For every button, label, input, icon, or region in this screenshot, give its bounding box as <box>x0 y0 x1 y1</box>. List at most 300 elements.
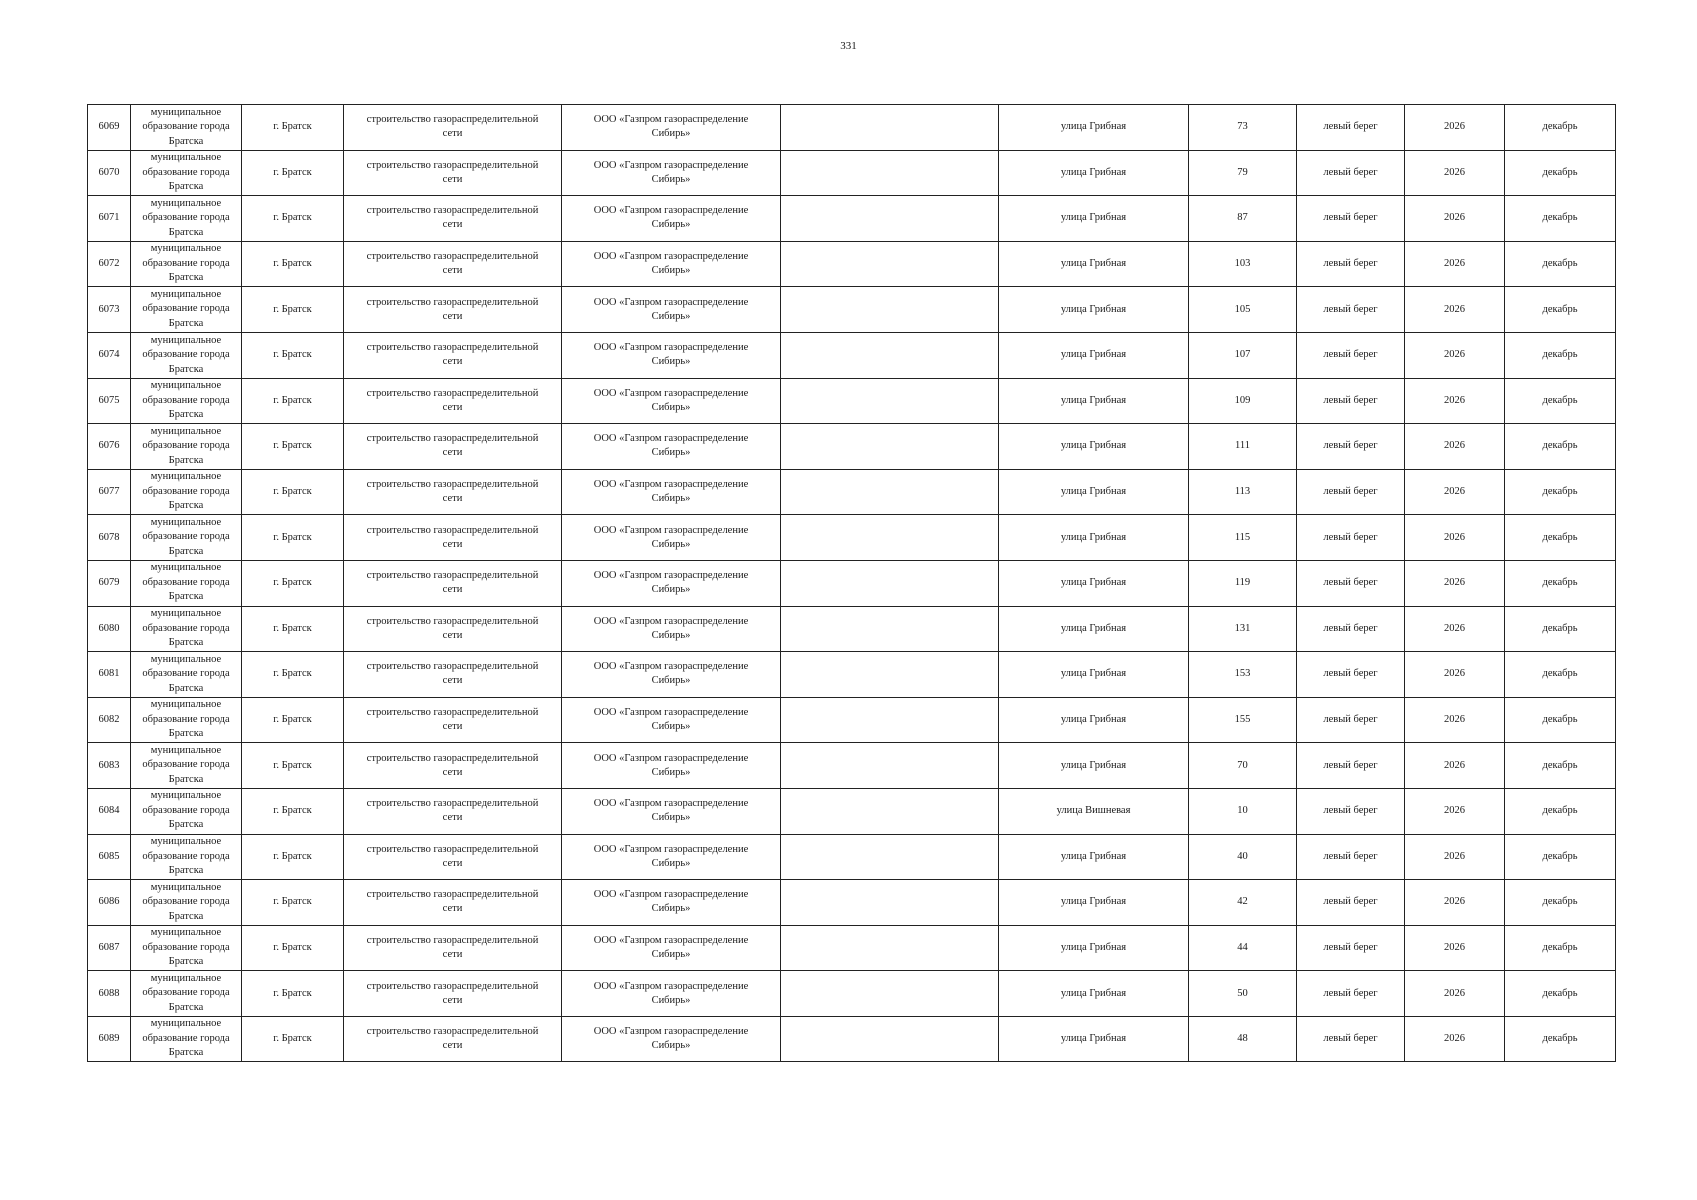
month-cell: декабрь <box>1505 515 1616 561</box>
table-row <box>88 515 1616 561</box>
owner-line: Братска <box>168 637 204 649</box>
row-number-cell: 6089 <box>88 1016 131 1062</box>
organization-line: ООО «Газпром газораспределение <box>593 205 749 217</box>
city-cell: г. Братск <box>242 378 344 424</box>
owner-line: муниципальное <box>150 653 222 665</box>
owner-line: Братска <box>168 454 204 466</box>
work-type-line: сети <box>442 903 463 915</box>
blank-cell <box>781 880 999 926</box>
street-cell: улица Грибная <box>999 697 1189 743</box>
month-cell: декабрь <box>1505 743 1616 789</box>
work-type-cell <box>344 834 562 880</box>
owner-cell <box>131 105 242 151</box>
work-type-line: строительство газораспределительной <box>366 251 539 263</box>
organization-line: Сибирь» <box>651 219 691 231</box>
street-cell: улица Грибная <box>999 971 1189 1017</box>
organization-line: Сибирь» <box>651 447 691 459</box>
year-cell: 2026 <box>1405 332 1505 378</box>
work-type-line: сети <box>442 265 463 277</box>
city-cell: г. Братск <box>242 332 344 378</box>
work-type-line: строительство газораспределительной <box>366 159 539 171</box>
owner-line: образование города <box>142 485 230 497</box>
work-type-line: строительство газораспределительной <box>366 1026 539 1038</box>
owner-line: Братска <box>168 135 204 147</box>
organization-line: ООО «Газпром газораспределение <box>593 114 749 126</box>
city-cell: г. Братск <box>242 424 344 470</box>
city-cell: г. Братск <box>242 606 344 652</box>
district-cell: левый берег <box>1297 560 1405 606</box>
owner-line: образование города <box>142 349 230 361</box>
organization-line: Сибирь» <box>651 584 691 596</box>
owner-cell <box>131 971 242 1017</box>
work-type-line: строительство газораспределительной <box>366 798 539 810</box>
city-cell: г. Братск <box>242 150 344 196</box>
owner-line: муниципальное <box>150 1018 222 1030</box>
organization-line: Сибирь» <box>651 903 691 915</box>
organization-line: Сибирь» <box>651 310 691 322</box>
blank-cell <box>781 150 999 196</box>
owner-cell <box>131 469 242 515</box>
blank-cell <box>781 788 999 834</box>
owner-line: Братска <box>168 317 204 329</box>
row-number-cell: 6079 <box>88 560 131 606</box>
owner-line: муниципальное <box>150 152 222 164</box>
owner-line: образование города <box>142 531 230 543</box>
owner-line: Братска <box>168 819 204 831</box>
district-cell: левый берег <box>1297 241 1405 287</box>
owner-line: муниципальное <box>150 106 222 118</box>
row-number-cell: 6076 <box>88 424 131 470</box>
row-number-cell: 6073 <box>88 287 131 333</box>
year-cell: 2026 <box>1405 1016 1505 1062</box>
owner-line: муниципальное <box>150 744 222 756</box>
owner-line: образование города <box>142 941 230 953</box>
house-number-cell: 79 <box>1189 150 1297 196</box>
year-cell: 2026 <box>1405 834 1505 880</box>
organization-line: Сибирь» <box>651 401 691 413</box>
work-type-line: строительство газораспределительной <box>366 524 539 536</box>
owner-line: муниципальное <box>150 562 222 574</box>
table-row <box>88 105 1616 151</box>
street-cell: улица Грибная <box>999 424 1189 470</box>
owner-cell <box>131 287 242 333</box>
organization-line: ООО «Газпром газораспределение <box>593 387 749 399</box>
district-cell: левый берег <box>1297 743 1405 789</box>
work-type-cell <box>344 287 562 333</box>
organization-line: Сибирь» <box>651 948 691 960</box>
street-cell: улица Грибная <box>999 606 1189 652</box>
year-cell: 2026 <box>1405 378 1505 424</box>
work-type-line: строительство газораспределительной <box>366 615 539 627</box>
owner-line: муниципальное <box>150 288 222 300</box>
district-cell: левый берег <box>1297 287 1405 333</box>
work-type-line: строительство газораспределительной <box>366 296 539 308</box>
organization-cell <box>562 287 781 333</box>
row-number-cell: 6086 <box>88 880 131 926</box>
month-cell: декабрь <box>1505 834 1616 880</box>
organization-cell <box>562 332 781 378</box>
city-cell: г. Братск <box>242 105 344 151</box>
house-number-cell: 70 <box>1189 743 1297 789</box>
table-row <box>88 606 1616 652</box>
district-cell: левый берег <box>1297 834 1405 880</box>
blank-cell <box>781 834 999 880</box>
city-cell: г. Братск <box>242 652 344 698</box>
month-cell: декабрь <box>1505 196 1616 242</box>
organization-line: Сибирь» <box>651 766 691 778</box>
work-type-cell <box>344 150 562 196</box>
owner-line: муниципальное <box>150 699 222 711</box>
month-cell: декабрь <box>1505 424 1616 470</box>
row-number-cell: 6078 <box>88 515 131 561</box>
house-number-cell: 44 <box>1189 925 1297 971</box>
organization-line: ООО «Газпром газораспределение <box>593 159 749 171</box>
owner-line: муниципальное <box>150 334 222 346</box>
street-cell: улица Грибная <box>999 241 1189 287</box>
organization-cell <box>562 469 781 515</box>
district-cell: левый берег <box>1297 788 1405 834</box>
work-type-line: сети <box>442 356 463 368</box>
year-cell: 2026 <box>1405 560 1505 606</box>
owner-line: образование города <box>142 166 230 178</box>
owner-cell <box>131 378 242 424</box>
blank-cell <box>781 560 999 606</box>
blank-cell <box>781 378 999 424</box>
row-number-cell: 6084 <box>88 788 131 834</box>
owner-line: Братска <box>168 910 204 922</box>
owner-line: образование города <box>142 257 230 269</box>
work-type-cell <box>344 1016 562 1062</box>
district-cell: левый берег <box>1297 424 1405 470</box>
work-type-line: сети <box>442 493 463 505</box>
organization-line: Сибирь» <box>651 538 691 550</box>
district-cell: левый берег <box>1297 515 1405 561</box>
table-row <box>88 241 1616 287</box>
work-type-line: строительство газораспределительной <box>366 980 539 992</box>
work-type-cell <box>344 332 562 378</box>
work-type-cell <box>344 241 562 287</box>
owner-cell <box>131 880 242 926</box>
work-type-line: строительство газораспределительной <box>366 707 539 719</box>
organization-line: Сибирь» <box>651 857 691 869</box>
month-cell: декабрь <box>1505 241 1616 287</box>
month-cell: декабрь <box>1505 652 1616 698</box>
organization-line: ООО «Газпром газораспределение <box>593 707 749 719</box>
month-cell: декабрь <box>1505 560 1616 606</box>
work-type-line: сети <box>442 721 463 733</box>
organization-cell <box>562 925 781 971</box>
owner-cell <box>131 515 242 561</box>
blank-cell <box>781 1016 999 1062</box>
organization-cell <box>562 150 781 196</box>
street-cell: улица Грибная <box>999 925 1189 971</box>
work-type-line: сети <box>442 994 463 1006</box>
organization-line: ООО «Газпром газораспределение <box>593 479 749 491</box>
blank-cell <box>781 332 999 378</box>
owner-line: образование города <box>142 394 230 406</box>
row-number-cell: 6082 <box>88 697 131 743</box>
owner-line: образование города <box>142 804 230 816</box>
month-cell: декабрь <box>1505 332 1616 378</box>
district-cell: левый берег <box>1297 378 1405 424</box>
owner-line: муниципальное <box>150 197 222 209</box>
house-number-cell: 109 <box>1189 378 1297 424</box>
blank-cell <box>781 925 999 971</box>
organization-line: Сибирь» <box>651 675 691 687</box>
owner-line: образование города <box>142 121 230 133</box>
owner-cell <box>131 1016 242 1062</box>
work-type-cell <box>344 925 562 971</box>
house-number-cell: 105 <box>1189 287 1297 333</box>
district-cell: левый берег <box>1297 332 1405 378</box>
row-number-cell: 6071 <box>88 196 131 242</box>
street-cell: улица Грибная <box>999 469 1189 515</box>
organization-cell <box>562 105 781 151</box>
organization-cell <box>562 652 781 698</box>
work-type-cell <box>344 880 562 926</box>
owner-line: муниципальное <box>150 608 222 620</box>
city-cell: г. Братск <box>242 788 344 834</box>
organization-cell <box>562 424 781 470</box>
organization-line: ООО «Газпром газораспределение <box>593 661 749 673</box>
blank-cell <box>781 697 999 743</box>
organization-line: ООО «Газпром газораспределение <box>593 934 749 946</box>
work-type-cell <box>344 378 562 424</box>
work-type-line: строительство газораспределительной <box>366 843 539 855</box>
house-number-cell: 111 <box>1189 424 1297 470</box>
row-number-cell: 6074 <box>88 332 131 378</box>
table-row <box>88 196 1616 242</box>
street-cell: улица Вишневая <box>999 788 1189 834</box>
street-cell: улица Грибная <box>999 105 1189 151</box>
table-row <box>88 697 1616 743</box>
owner-line: муниципальное <box>150 927 222 939</box>
owner-line: Братска <box>168 865 204 877</box>
year-cell: 2026 <box>1405 880 1505 926</box>
organization-line: ООО «Газпром газораспределение <box>593 296 749 308</box>
city-cell: г. Братск <box>242 241 344 287</box>
blank-cell <box>781 424 999 470</box>
owner-cell <box>131 652 242 698</box>
street-cell: улица Грибная <box>999 332 1189 378</box>
organization-line: Сибирь» <box>651 265 691 277</box>
street-cell: улица Грибная <box>999 378 1189 424</box>
organization-line: ООО «Газпром газораспределение <box>593 980 749 992</box>
work-type-line: сети <box>442 948 463 960</box>
work-type-line: сети <box>442 629 463 641</box>
organization-line: Сибирь» <box>651 629 691 641</box>
owner-line: муниципальное <box>150 790 222 802</box>
city-cell: г. Братск <box>242 971 344 1017</box>
table-row <box>88 332 1616 378</box>
work-type-line: сети <box>442 401 463 413</box>
organization-cell <box>562 834 781 880</box>
table-row <box>88 743 1616 789</box>
organization-line: ООО «Газпром газораспределение <box>593 889 749 901</box>
page-number: 331 <box>840 40 857 52</box>
row-number-cell: 6087 <box>88 925 131 971</box>
owner-cell <box>131 788 242 834</box>
owner-line: Братска <box>168 1047 204 1059</box>
organization-line: ООО «Газпром газораспределение <box>593 570 749 582</box>
organization-line: ООО «Газпром газораспределение <box>593 251 749 263</box>
blank-cell <box>781 652 999 698</box>
owner-line: Братска <box>168 545 204 557</box>
owner-cell <box>131 424 242 470</box>
owner-line: Братска <box>168 682 204 694</box>
street-cell: улица Грибная <box>999 150 1189 196</box>
owner-cell <box>131 925 242 971</box>
owner-line: муниципальное <box>150 471 222 483</box>
work-type-line: строительство газораспределительной <box>366 934 539 946</box>
city-cell: г. Братск <box>242 834 344 880</box>
city-cell: г. Братск <box>242 469 344 515</box>
street-cell: улица Грибная <box>999 880 1189 926</box>
owner-line: Братска <box>168 956 204 968</box>
month-cell: декабрь <box>1505 880 1616 926</box>
house-number-cell: 87 <box>1189 196 1297 242</box>
table-row <box>88 971 1616 1017</box>
organization-cell <box>562 697 781 743</box>
work-type-line: сети <box>442 128 463 140</box>
owner-cell <box>131 196 242 242</box>
owner-line: муниципальное <box>150 380 222 392</box>
work-type-line: сети <box>442 766 463 778</box>
owner-line: образование города <box>142 1032 230 1044</box>
street-cell: улица Грибная <box>999 743 1189 789</box>
organization-line: Сибирь» <box>651 1040 691 1052</box>
year-cell: 2026 <box>1405 515 1505 561</box>
organization-line: Сибирь» <box>651 356 691 368</box>
city-cell: г. Братск <box>242 560 344 606</box>
district-cell: левый берег <box>1297 105 1405 151</box>
owner-line: образование города <box>142 896 230 908</box>
city-cell: г. Братск <box>242 1016 344 1062</box>
owner-line: образование города <box>142 622 230 634</box>
organization-line: ООО «Газпром газораспределение <box>593 798 749 810</box>
month-cell: декабрь <box>1505 788 1616 834</box>
blank-cell <box>781 515 999 561</box>
street-cell: улица Грибная <box>999 1016 1189 1062</box>
document-table-wrapper <box>87 104 1616 1062</box>
work-type-line: строительство газораспределительной <box>366 570 539 582</box>
year-cell: 2026 <box>1405 925 1505 971</box>
organization-line: Сибирь» <box>651 493 691 505</box>
organization-line: Сибирь» <box>651 128 691 140</box>
owner-line: Братска <box>168 226 204 238</box>
year-cell: 2026 <box>1405 150 1505 196</box>
blank-cell <box>781 196 999 242</box>
owner-line: муниципальное <box>150 836 222 848</box>
work-type-cell <box>344 743 562 789</box>
owner-cell <box>131 743 242 789</box>
month-cell: декабрь <box>1505 925 1616 971</box>
house-number-cell: 40 <box>1189 834 1297 880</box>
district-cell: левый берег <box>1297 925 1405 971</box>
work-type-cell <box>344 424 562 470</box>
year-cell: 2026 <box>1405 652 1505 698</box>
month-cell: декабрь <box>1505 105 1616 151</box>
work-type-cell <box>344 606 562 652</box>
city-cell: г. Братск <box>242 287 344 333</box>
street-cell: улица Грибная <box>999 834 1189 880</box>
owner-line: образование города <box>142 212 230 224</box>
district-cell: левый берег <box>1297 469 1405 515</box>
row-number-cell: 6080 <box>88 606 131 652</box>
row-number-cell: 6081 <box>88 652 131 698</box>
row-number-cell: 6085 <box>88 834 131 880</box>
work-type-cell <box>344 971 562 1017</box>
district-cell: левый берег <box>1297 1016 1405 1062</box>
work-type-line: сети <box>442 310 463 322</box>
work-type-cell <box>344 560 562 606</box>
organization-cell <box>562 560 781 606</box>
organization-cell <box>562 241 781 287</box>
year-cell: 2026 <box>1405 606 1505 652</box>
owner-line: образование города <box>142 668 230 680</box>
owner-line: муниципальное <box>150 425 222 437</box>
year-cell: 2026 <box>1405 788 1505 834</box>
work-type-line: строительство газораспределительной <box>366 342 539 354</box>
work-type-line: сети <box>442 219 463 231</box>
organization-cell <box>562 515 781 561</box>
owner-line: Братска <box>168 591 204 603</box>
work-type-line: сети <box>442 538 463 550</box>
table-row <box>88 1016 1616 1062</box>
house-number-cell: 50 <box>1189 971 1297 1017</box>
work-type-line: строительство газораспределительной <box>366 387 539 399</box>
house-number-cell: 42 <box>1189 880 1297 926</box>
month-cell: декабрь <box>1505 1016 1616 1062</box>
year-cell: 2026 <box>1405 971 1505 1017</box>
organization-line: ООО «Газпром газораспределение <box>593 615 749 627</box>
work-type-cell <box>344 652 562 698</box>
house-number-cell: 10 <box>1189 788 1297 834</box>
city-cell: г. Братск <box>242 196 344 242</box>
owner-cell <box>131 697 242 743</box>
owner-line: Братска <box>168 272 204 284</box>
organization-cell <box>562 788 781 834</box>
owner-line: муниципальное <box>150 516 222 528</box>
table-row <box>88 378 1616 424</box>
month-cell: декабрь <box>1505 287 1616 333</box>
work-type-cell <box>344 788 562 834</box>
organization-line: ООО «Газпром газораспределение <box>593 843 749 855</box>
table-body <box>88 105 1616 1062</box>
owner-line: образование города <box>142 713 230 725</box>
table-row <box>88 880 1616 926</box>
street-cell: улица Грибная <box>999 560 1189 606</box>
district-cell: левый берег <box>1297 880 1405 926</box>
table-row <box>88 652 1616 698</box>
table-row <box>88 834 1616 880</box>
year-cell: 2026 <box>1405 105 1505 151</box>
table-row <box>88 469 1616 515</box>
work-type-line: сети <box>442 584 463 596</box>
house-number-cell: 131 <box>1189 606 1297 652</box>
table-row <box>88 925 1616 971</box>
organization-line: Сибирь» <box>651 721 691 733</box>
work-type-line: строительство газораспределительной <box>366 889 539 901</box>
organization-line: Сибирь» <box>651 173 691 185</box>
owner-line: Братска <box>168 773 204 785</box>
work-type-line: строительство газораспределительной <box>366 205 539 217</box>
owner-line: муниципальное <box>150 972 222 984</box>
owner-cell <box>131 241 242 287</box>
organization-cell <box>562 196 781 242</box>
organization-line: Сибирь» <box>651 812 691 824</box>
organization-cell <box>562 971 781 1017</box>
